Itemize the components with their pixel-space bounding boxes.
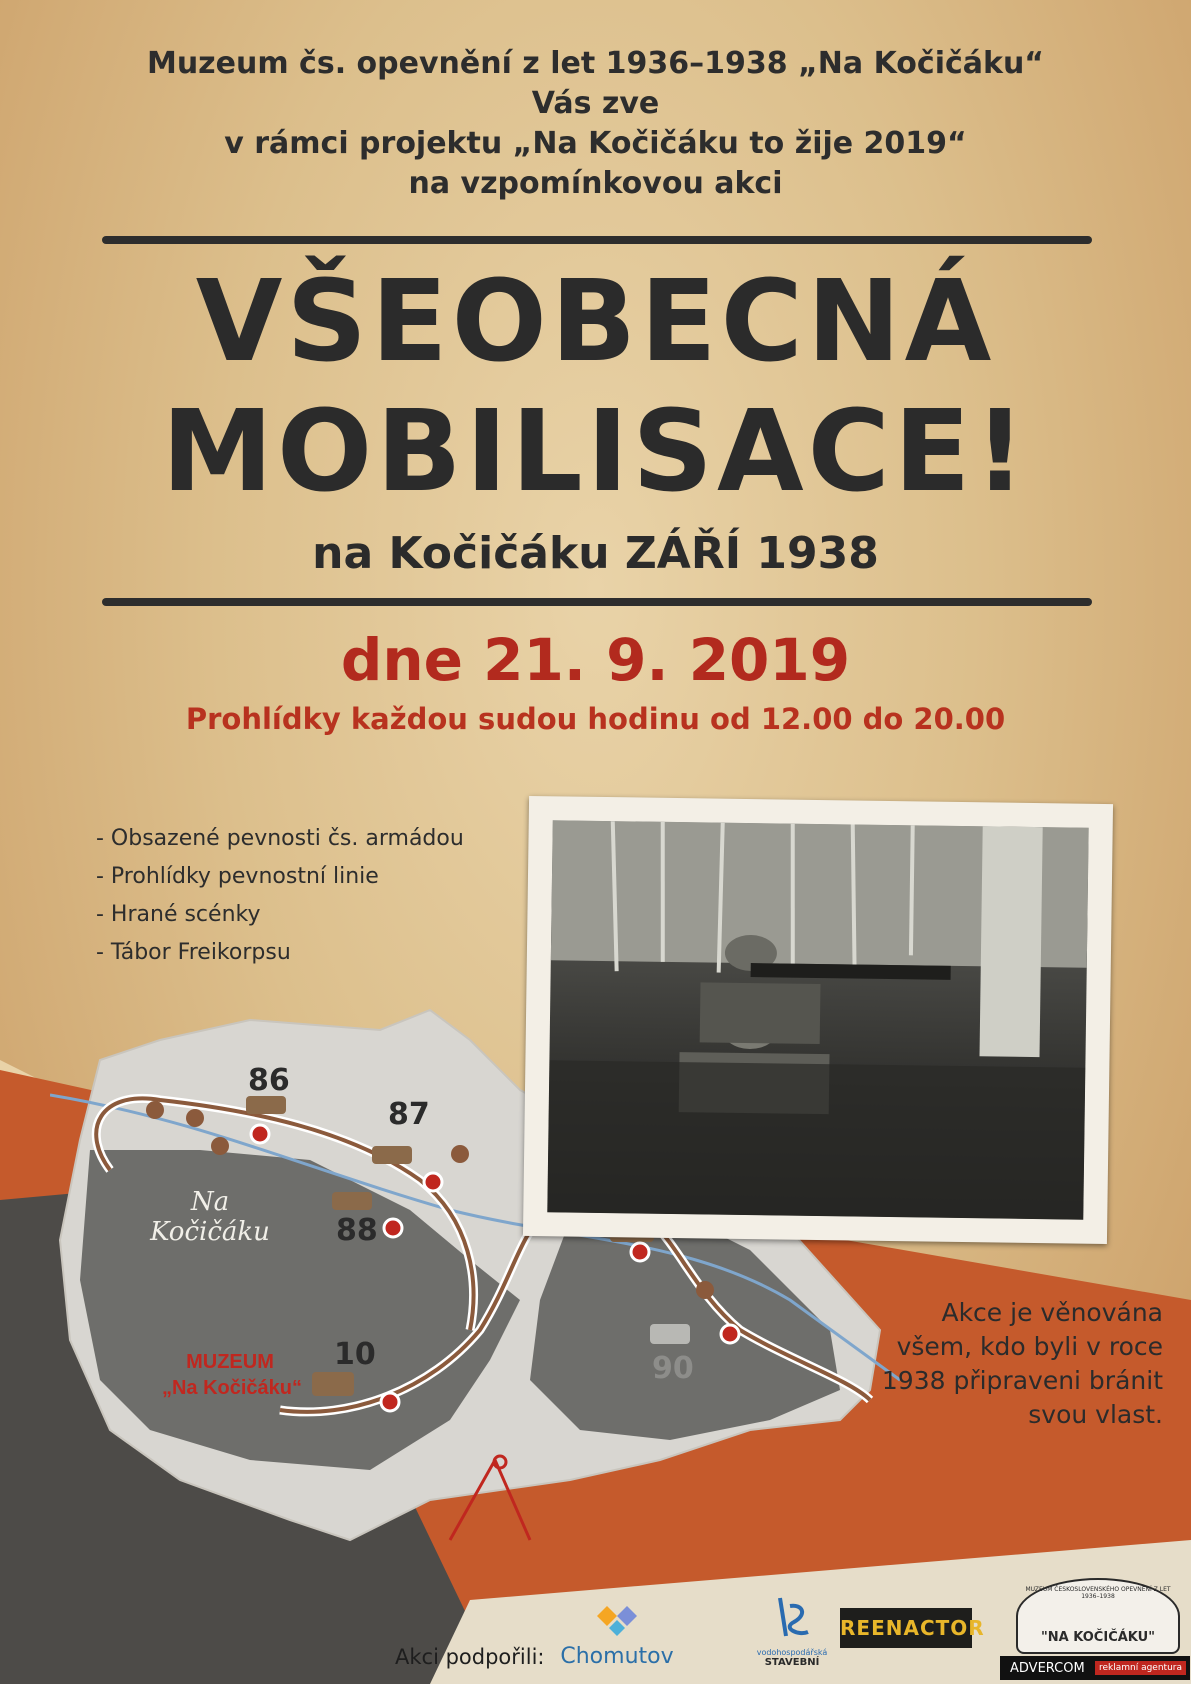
vodohospodarska-icon xyxy=(772,1596,812,1644)
museum-seal-name: "NA KOČIČÁKU" xyxy=(1041,1630,1155,1645)
map-point xyxy=(381,1393,399,1411)
event-date: dne 21. 9. 2019 xyxy=(340,626,851,694)
list-item: - Prohlídky pevnostní linie xyxy=(96,864,379,889)
map-point xyxy=(384,1219,402,1237)
chomutov-logo xyxy=(552,1600,682,1669)
tour-times: Prohlídky každou sudou hodinu od 12.00 do 20.00 xyxy=(185,702,1006,736)
map-point xyxy=(631,1243,649,1261)
reenactor-text: REENACTOR xyxy=(840,1616,985,1640)
bunker-10-icon xyxy=(312,1372,354,1396)
tree-dot xyxy=(186,1109,204,1127)
bunker-90-icon xyxy=(650,1324,690,1344)
tree-dot xyxy=(451,1145,469,1163)
dedication-line: všem, kdo byli v roce xyxy=(896,1332,1163,1361)
intro-line-project: v rámci projektu „Na Kočičáku to žije 2019“ xyxy=(224,126,967,161)
title-line-2: MOBILISACE! xyxy=(161,387,1030,517)
vodohospodarska-logo xyxy=(742,1596,842,1668)
bunker-90-label: 90 xyxy=(652,1351,694,1386)
museum-seal-top: MUZEUM ČESKOSLOVENSKÉHO OPEVNĚNÍ Z LET 1936–1938 xyxy=(1025,1586,1171,1600)
list-item: - Obsazené pevnosti čs. armádou xyxy=(96,826,464,851)
vodohospodarska-text2: STAVEBNÍ xyxy=(764,1657,820,1668)
bunker-86-label: 86 xyxy=(248,1063,290,1098)
advercom-tag: reklamní agentura xyxy=(1095,1661,1186,1675)
bunker-86-icon xyxy=(246,1096,286,1114)
advercom-text: ADVERCOM xyxy=(1010,1660,1085,1676)
museum-seal xyxy=(1016,1578,1180,1654)
list-item: - Hrané scénky xyxy=(96,902,261,927)
intro-block xyxy=(0,44,1191,204)
map-point xyxy=(424,1173,442,1191)
tree-dot xyxy=(211,1137,229,1155)
chomutov-text: Chomutov xyxy=(560,1644,674,1669)
dedication-line: Akce je věnována xyxy=(941,1298,1163,1327)
tree-dot xyxy=(696,1281,714,1299)
sponsors-label: Akci podpořili: xyxy=(395,1645,545,1669)
area-name-line2: Kočičáku xyxy=(150,1217,270,1247)
advercom-logo xyxy=(1000,1656,1190,1680)
historic-photo xyxy=(523,796,1113,1244)
map-point xyxy=(721,1325,739,1343)
bunker-10-label: 10 xyxy=(334,1337,376,1372)
dedication-line: svou vlast. xyxy=(1028,1400,1163,1429)
tree-dot xyxy=(146,1101,164,1119)
subtitle: na Kočičáku ZÁŘÍ 1938 xyxy=(312,528,879,579)
photo-image xyxy=(547,820,1088,1219)
intro-line-event: na vzpomínkovou akci xyxy=(408,166,783,201)
bunker-87-label: 87 xyxy=(388,1097,430,1132)
reenactor-logo xyxy=(840,1608,985,1648)
intro-line-museum: Muzeum čs. opevnění z let 1936–1938 „Na Kočičáku“ xyxy=(146,46,1045,81)
chomutov-icon xyxy=(587,1600,647,1640)
title-line-1: VŠEOBECNÁ xyxy=(195,257,996,387)
bunker-87-icon xyxy=(372,1146,412,1164)
list-item: - Tábor Freikorpsu xyxy=(96,940,291,965)
dedication-line: 1938 připraveni bránit xyxy=(881,1366,1163,1395)
bunker-88-label: 88 xyxy=(336,1213,378,1248)
museum-label-line1: MUZEUM xyxy=(186,1351,274,1373)
vodohospodarska-text: vodohospodářská xyxy=(756,1648,828,1657)
bottom-divider xyxy=(102,598,1092,606)
bunker-88-icon xyxy=(332,1192,372,1210)
top-divider xyxy=(102,236,1092,244)
museum-label-line2: „Na Kočičáku“ xyxy=(161,1377,303,1399)
map-point xyxy=(251,1125,269,1143)
dedication-text xyxy=(803,1296,1163,1432)
intro-line-invite: Vás zve xyxy=(531,86,660,121)
area-name-line1: Na xyxy=(190,1187,230,1217)
soldiers-illustration xyxy=(547,820,1088,1219)
program-list xyxy=(96,820,464,972)
